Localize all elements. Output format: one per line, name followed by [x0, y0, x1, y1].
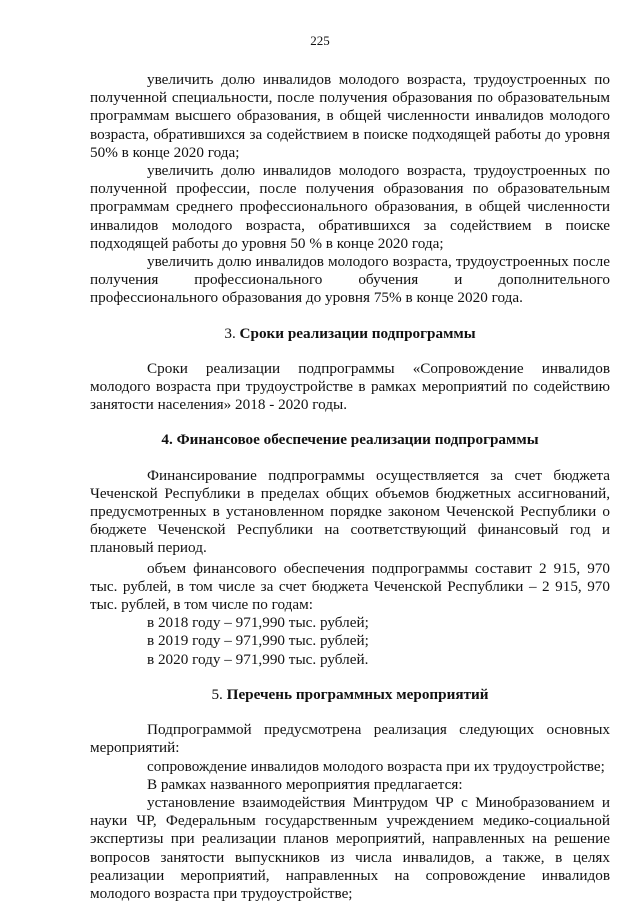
goal-paragraph-3: увеличить долю инвалидов молодого возраста, трудоустроенных после получения профессионального обучения и дополнительного профессионального образования до уровня 75% в конце 2020 года.	[90, 253, 610, 307]
section-5-paragraph-1: Подпрограммой предусмотрена реализация следующих основных мероприятий:	[90, 721, 610, 757]
section-5-title: Перечень программных мероприятий	[226, 685, 489, 703]
section-4-paragraph-1: Финансирование подпрограммы осуществляется за счет бюджета Чеченской Республики в пределах общих объемов бюджетных ассигнований, предусмотренных в установленном порядке законом Чеченской Республики о бюджете Чеченской Республики на соответствующий финансовый год и плановый период.	[90, 466, 610, 557]
section-3-title: Сроки реализации подпрограммы	[239, 324, 476, 342]
section-5-number: 5.	[211, 685, 223, 703]
section-4-heading: 4. Финансовое обеспечение реализации подпрограммы	[161, 431, 539, 449]
section-5-heading	[90, 686, 610, 704]
goal-paragraph-2: увеличить долю инвалидов молодого возраста, трудоустроенных по полученной профессии, после получения образования по образовательным программам среднего профессионального образования, в общей численности инвалидов молодого возраста, обратившихся за содействием в поиске подходящей работы до уровня 50 % в конце 2020 года;	[90, 162, 610, 252]
funding-year-2019: в 2019 году – 971,990 тыс. рублей;	[147, 632, 369, 650]
goal-paragraph-1: увеличить долю инвалидов молодого возраста, трудоустроенных по полученной специальности, после получения образования по образовательным программам высшего образования, в общей численности инвалидов молодого возраста, обратившихся за содействием в поиске подходящей работы до уровня 50% в конце 2020 года;	[90, 71, 610, 161]
page-number: 225	[310, 33, 330, 48]
funding-year-2018: в 2018 году – 971,990 тыс. рублей;	[147, 614, 369, 632]
funding-year-2020: в 2020 году – 971,990 тыс. рублей.	[147, 650, 369, 668]
section-5-paragraph-4: установление взаимодействия Минтрудом ЧР с Минобразованием и науки ЧР, Федеральным государственным учреждением медико-социальной экспертизы при реализации планов мероприятий, направленных на решение вопросов занятости выпускников из числа инвалидов, а также, в целях реализации мероприятий, направленных на сопровождение инвалидов молодого возраста при трудоустройстве;	[90, 793, 610, 902]
section-5-paragraph-3: В рамках названного мероприятия предлагается:	[147, 775, 463, 793]
page-content	[90, 71, 610, 903]
section-4-paragraph-2: объем финансового обеспечения подпрограммы составит 2 915, 970 тыс. рублей, в том числе за счет бюджета Чеченской Республики – 2 915, 970 тыс. рублей, в том числе по годам:	[90, 559, 610, 614]
section-3-number: 3.	[224, 324, 236, 342]
section-5-paragraph-2: сопровождение инвалидов молодого возраста при их трудоустройстве;	[147, 757, 605, 775]
section-3-text: Сроки реализации подпрограммы «Сопровождение инвалидов молодого возраста при трудоустройстве в рамках мероприятий по содействию занятости населения» 2018 - 2020 годы.	[90, 359, 610, 414]
section-3-heading	[90, 325, 610, 343]
